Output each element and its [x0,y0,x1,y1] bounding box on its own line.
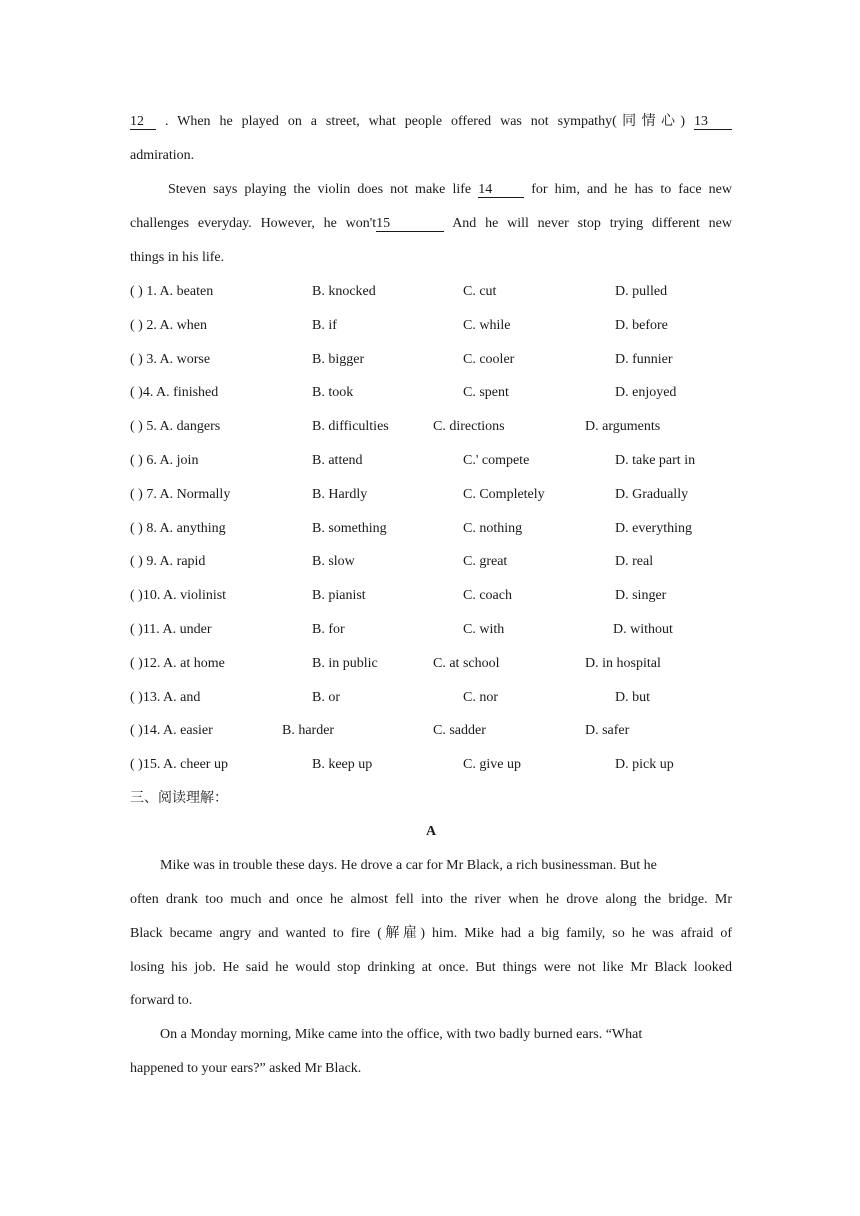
question-option-b: B. for [312,622,345,637]
cloze-text: challenges everyday. However, he won't [130,216,377,231]
question-row [130,587,732,605]
question-option-d: D. Gradually [615,486,689,502]
passage-line-1: Mike was in trouble these days. He drove a car for Mr Black, a rich businessman. But he [160,858,657,873]
passage-line-2: often drank too much and once he almost fell into the river when he drove along the bridge. Mr [130,892,732,907]
question-option-d: D. pulled [615,284,668,299]
question-row [130,351,732,369]
question-row [130,486,732,504]
question-option-c: C. with [463,622,505,637]
question-option-b: B. in public [312,655,378,671]
cloze-line-2: admiration. [130,148,195,163]
question-row [130,283,732,301]
blank-13: 13 [694,114,732,130]
passage-label: A [425,824,437,839]
question-row [130,722,732,740]
question-row [130,520,732,538]
cloze-line-5: things in his life. [130,250,225,265]
question-row [130,418,732,436]
question-option-c: C. spent [463,385,509,401]
question-option-c: C. at school [433,655,500,671]
question-option-a: ( ) 8. A. anything [130,520,226,536]
blank-14: 14 [478,182,524,198]
question-option-b: B. difficulties [312,419,389,435]
question-option-d: D. before [615,317,668,333]
question-option-b: B. bigger [312,351,365,367]
question-option-b: B. attend [312,453,363,468]
section-heading: 三、阅读理解： [130,791,228,806]
cloze-text: And he will never stop trying different new [452,216,732,231]
question-option-c: C. great [463,554,508,570]
question-option-a: ( ) 7. A. Normally [130,486,231,502]
question-option-c: C. while [463,317,511,333]
question-option-d: D. but [615,689,650,705]
passage-line-7: happened to your ears?” asked Mr Black. [130,1061,362,1076]
question-option-c: C. nor [463,689,498,705]
question-option-a: ( ) 6. A. join [130,453,199,468]
passage-line-6: On a Monday morning, Mike came into the office, with two badly burned ears. “What [160,1027,643,1042]
question-option-b: B. if [312,317,337,333]
question-option-b: B. knocked [312,284,376,299]
question-option-c: C.' compete [463,453,530,468]
question-option-d: D. funnier [615,351,673,367]
question-option-c: C. cut [463,284,497,299]
question-option-d: D. singer [615,588,667,604]
question-option-c: C. cooler [463,351,515,367]
question-option-c: C. nothing [463,520,523,536]
question-option-a: ( )4. A. finished [130,385,219,401]
question-option-c: C. Completely [463,486,545,502]
question-option-d: D. without [613,622,673,637]
cloze-line-4 [130,215,732,233]
question-option-a: ( ) 1. A. beaten [130,284,214,299]
question-option-b: B. took [312,385,354,401]
question-option-c: C. directions [433,419,505,435]
blank-15: 15 [376,216,444,232]
question-option-b: B. harder [282,723,335,739]
question-option-a: ( )14. A. easier [130,723,213,739]
question-option-b: B. pianist [312,588,366,604]
question-option-a: ( )10. A. violinist [130,588,227,604]
cloze-text: for him, and he has to face new [531,182,732,197]
cloze-text: Steven says playing the violin does not make life [168,182,472,197]
passage-line-5: forward to. [130,993,193,1008]
cloze-text: . When he played on a street, what people offered was not sympathy(同情心) [164,114,686,129]
blank-12: 12 [130,114,156,130]
question-option-c: C. coach [463,588,512,604]
question-row [130,756,732,774]
question-option-c: C. sadder [433,723,486,739]
question-row [130,384,732,402]
question-option-d: D. safer [585,723,630,739]
question-option-a: ( )11. A. under [130,622,212,637]
question-option-d: D. take part in [615,453,696,468]
question-row [130,317,732,335]
question-option-d: D. arguments [585,419,661,435]
cloze-line-3 [168,181,732,199]
question-option-a: ( )15. A. cheer up [130,757,228,773]
question-option-d: D. real [615,554,654,570]
question-option-b: B. keep up [312,757,373,773]
question-option-d: D. pick up [615,757,674,773]
cloze-line-1 [130,113,732,131]
question-option-a: ( )12. A. at home [130,655,225,671]
question-option-a: ( ) 5. A. dangers [130,419,221,435]
question-row [130,553,732,571]
question-option-c: C. give up [463,757,521,773]
question-option-b: B. slow [312,554,355,570]
question-option-d: D. in hospital [585,655,661,671]
question-row [130,452,732,470]
question-row [130,689,732,707]
question-option-a: ( ) 9. A. rapid [130,554,206,570]
question-option-b: B. or [312,689,340,705]
passage-line-4: losing his job. He said he would stop drinking at once. But things were not like Mr Black looked [130,960,732,975]
question-option-b: B. Hardly [312,486,368,502]
passage-line-3: Black became angry and wanted to fire (解雇) him. Mike had a big family, so he was afraid of [130,926,732,941]
question-option-a: ( ) 3. A. worse [130,351,211,367]
question-option-d: D. enjoyed [615,385,677,401]
question-row [130,655,732,673]
question-row [130,621,732,639]
question-option-a: ( ) 2. A. when [130,317,207,333]
question-option-b: B. something [312,520,387,536]
question-option-d: D. everything [615,520,692,536]
question-option-a: ( )13. A. and [130,689,201,705]
